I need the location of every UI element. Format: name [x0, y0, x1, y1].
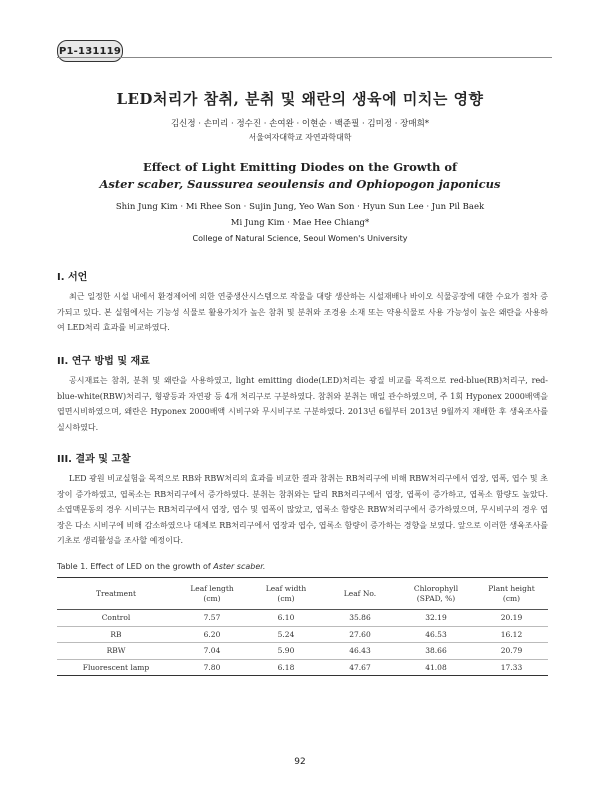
header-line1: Leaf No.	[343, 588, 377, 598]
authors-english-line1: Shin Jung Kim · Mi Rhee Son · Sujin Jung, Yeo Wan Son · Hyun Sun Lee · Jun Pil Baek	[115, 202, 485, 212]
table-caption-prefix: Table 1. Effect of LED on the growth of	[57, 562, 214, 571]
table-cell: 6.20	[175, 626, 249, 643]
table-row	[57, 659, 548, 676]
table-cell: 6.10	[249, 610, 323, 627]
title-english-line2: Aster scaber, Saussurea seoulensis and Ophiopogon japonicus	[99, 177, 501, 191]
section-text-methods: 공시재료는 참취, 분취 및 왜란을 사용하였고, light emitting diode(LED)처리는 광질 비교를 목적으로 red-blue(RB)처리구, red-blue-white(RBW)처리구, 형광등과 자연광 등 4개 처리구로 구분하였다. 참취와 분취는 매일 관수하였으며, 주 1회 Hyponex 2000배액을 엽면시비하였으며, 왜란은 Hyponex 2000배액 시비구와 무시비구로 구분하였다. 2013년 6월부터 2013년 9월까지 재배한 후 생육조사를 실시하였다.	[57, 376, 548, 432]
affiliation-english: College of Natural Science, Seoul Women's University	[192, 234, 408, 243]
table-header-cell	[397, 578, 475, 610]
title-english-line1: Effect of Light Emitting Diodes on the Growth of	[143, 160, 457, 174]
section-heading-methods: II. 연구 방법 및 재료	[57, 356, 150, 367]
page-number: 92	[294, 757, 306, 767]
table-cell: 20.19	[475, 610, 548, 627]
table-cell: 5.24	[249, 626, 323, 643]
authors-english-line2: Mi Jung Kim · Mae Hee Chiang*	[230, 218, 370, 228]
table-header-row	[57, 578, 548, 610]
table-cell: 20.79	[475, 643, 548, 660]
table-header-cell	[175, 578, 249, 610]
table-caption-species: Aster scaber.	[213, 562, 266, 571]
table-cell: 32.19	[397, 610, 475, 627]
table-cell: RBW	[57, 643, 175, 660]
table-header-cell	[57, 578, 175, 610]
table-cell: 7.04	[175, 643, 249, 660]
table-cell: 46.43	[323, 643, 397, 660]
growth-table	[57, 577, 548, 676]
table-row	[57, 643, 548, 660]
section-text-results: LED 광원 비교실험을 목적으로 RB와 RBW처리의 효과를 비교한 결과 참취는 RB처리구에 비해 RBW처리구에서 엽장, 엽폭, 엽수 및 초장이 증가하였고, 엽록소는 RB처리구에서 증가하였다. 분취는 참취와는 달리 RB처리구에서 엽장, 엽폭이 증가하고, 엽록소 함량도 높았다. 소엽맥문동의 경우 시비구는 RB처리구에서 엽장, 엽수 및 엽폭이 많았고, 엽록소 함량은 RBW처리구에서 증가하였으며, 무시비구의 경우 엽장은 다소 시비구에 비해 감소하였으나 대체로 RB처리구에서 엽장과 엽수, 엽록소 함량이 증가하는 경향을 보였다. 앞으로 이러한 생육조사를 기초로 생리활성을 조사할 예정이다.	[57, 474, 548, 545]
table-header-cell	[475, 578, 548, 610]
table-cell: 6.18	[249, 659, 323, 676]
table-cell: 41.08	[397, 659, 475, 676]
table-cell: 17.33	[475, 659, 548, 676]
table-cell: Fluorescent lamp	[57, 659, 175, 676]
header-line1: Chlorophyll	[413, 583, 459, 593]
table-cell: 35.86	[323, 610, 397, 627]
table-cell: 7.57	[175, 610, 249, 627]
header-line2: (cm)	[203, 593, 221, 603]
table-cell: Control	[57, 610, 175, 627]
section-heading-results: III. 결과 및 고찰	[57, 454, 131, 465]
header-rule	[57, 57, 552, 58]
header-line1: Plant height	[488, 583, 535, 593]
header-line2: (SPAD, %)	[416, 593, 456, 603]
header-line1: Leaf width	[265, 583, 307, 593]
table-cell: 5.90	[249, 643, 323, 660]
table-cell: RB	[57, 626, 175, 643]
table-cell: 38.66	[397, 643, 475, 660]
table-caption	[57, 562, 265, 571]
section-text-introduction: 최근 일정한 시설 내에서 환경제어에 의한 연중생산시스템으로 작물을 대량 생산하는 시설재배나 바이오 식물공장에 대한 수요가 점차 증가되고 있다. 본 실험에서는 기능성 식물로 활용가치가 높은 참취 및 분취와 조경용 소재 또는 약용식물로 사용 가능성이 높은 왜란을 사용하여 LED처리 효과를 비교하였다.	[57, 292, 548, 332]
table-cell: 46.53	[397, 626, 475, 643]
table-cell: 47.67	[323, 659, 397, 676]
title-korean: LED처리가 참취, 분취 및 왜란의 생육에 미치는 영향	[116, 90, 484, 108]
header-line2: (cm)	[502, 593, 521, 603]
table-row	[57, 610, 548, 627]
table-cell: 27.60	[323, 626, 397, 643]
header-line1: Leaf length	[190, 583, 234, 593]
section-heading-introduction: I. 서언	[57, 272, 88, 283]
header-line1: Treatment	[96, 588, 136, 598]
affiliation-korean: 서울여자대학교 자연과학대학	[248, 133, 352, 142]
header-line2: (cm)	[277, 593, 295, 603]
table-cell: 16.12	[475, 626, 548, 643]
authors-korean: 김신정 · 손미리 · 정수진 · 손여완 · 이현순 · 백준필 · 김미정 · 장매희*	[170, 119, 430, 129]
table-row	[57, 626, 548, 643]
table-cell: 7.80	[175, 659, 249, 676]
table-header-cell	[323, 578, 397, 610]
abstract-code-badge: P1-131119	[57, 40, 123, 62]
table-header-cell	[249, 578, 323, 610]
